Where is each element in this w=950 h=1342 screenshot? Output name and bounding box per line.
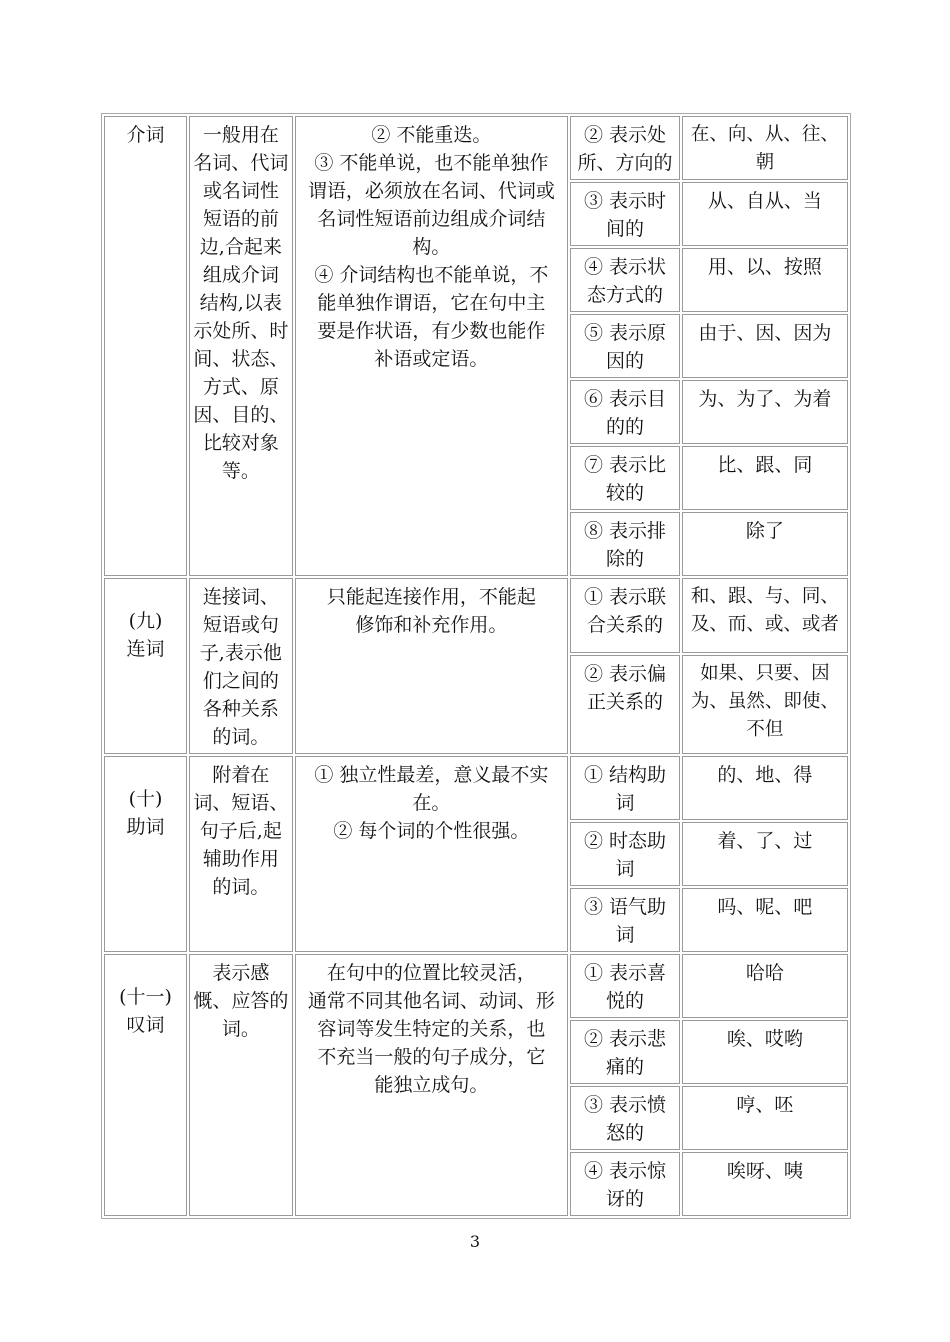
definition-line: 的词。 bbox=[212, 876, 270, 898]
page-number: 3 bbox=[469, 1232, 481, 1251]
feature-line: ③ 不能单说，也不能单独作 bbox=[314, 152, 549, 174]
examples-cell bbox=[682, 380, 848, 444]
examples-cell bbox=[682, 578, 848, 653]
subtype-label-line: 较的 bbox=[605, 482, 644, 504]
example-line: 比、跟、同 bbox=[717, 454, 813, 476]
definition-cell bbox=[189, 578, 292, 754]
word-class-name bbox=[104, 756, 187, 952]
subtype-label-line: ⑦ 表示比 bbox=[583, 454, 666, 476]
definition-line: 等。 bbox=[221, 460, 260, 482]
feature-line: ④ 介词结构也不能单说，不 bbox=[314, 264, 549, 286]
examples-cell bbox=[682, 512, 848, 576]
feature-line: 通常不同其他名词、动词、形 bbox=[307, 990, 555, 1012]
feature-line: 构。 bbox=[412, 236, 451, 258]
definition-line: 词。 bbox=[221, 1018, 260, 1040]
word-class-name-line: 助词 bbox=[126, 816, 165, 838]
subtype-label-cell bbox=[570, 182, 679, 246]
example-line: 哼、呸 bbox=[736, 1094, 794, 1116]
subtype-label-line: 词 bbox=[615, 924, 635, 946]
subtype-label-cell bbox=[570, 380, 679, 444]
example-line: 和、跟、与、同、 bbox=[690, 586, 839, 607]
subtype-label-line: 因的 bbox=[605, 350, 644, 372]
subtype-label-cell bbox=[570, 1152, 679, 1216]
subtype-label-line: 讶的 bbox=[605, 1188, 644, 1210]
definition-line: 或名词性 bbox=[202, 180, 279, 202]
subtype-label-line: 正关系的 bbox=[586, 690, 663, 713]
examples-cell bbox=[682, 446, 848, 510]
example-line: 唉呀、咦 bbox=[726, 1160, 803, 1182]
definition-line: 边,合起来 bbox=[199, 236, 282, 258]
subtype-label-line: 合关系的 bbox=[586, 614, 663, 636]
example-line: 为、虽然、即使、 bbox=[690, 690, 839, 712]
definition-line: 们之间的 bbox=[202, 670, 279, 692]
subtype-label-cell bbox=[570, 888, 679, 952]
word-class-name-line: (十一) bbox=[119, 986, 172, 1008]
subtype-label-cell bbox=[570, 446, 679, 510]
feature-line: ② 不能重迭。 bbox=[371, 124, 492, 146]
feature-line: 只能起连接作用，不能起 bbox=[326, 586, 536, 608]
definition-line: 间、状态、 bbox=[193, 348, 289, 370]
example-line: 及、而、或、或者 bbox=[690, 614, 839, 635]
subtype-label-cell bbox=[570, 512, 679, 576]
subtype-label-cell bbox=[570, 822, 679, 886]
feature-line: 不充当一般的句子成分，它 bbox=[317, 1046, 546, 1068]
example-line: 除了 bbox=[745, 520, 784, 542]
subtype-label-cell bbox=[570, 248, 679, 312]
subtype-label-line: 态方式的 bbox=[586, 284, 663, 306]
examples-cell bbox=[682, 314, 848, 378]
definition-line: 慨、应答的 bbox=[193, 990, 289, 1012]
definition-line: 组成介词 bbox=[202, 264, 279, 286]
definition-line: 名词、代词 bbox=[193, 152, 289, 174]
feature-line: 补语或定语。 bbox=[374, 348, 489, 370]
definition-line: 结构,以表 bbox=[199, 292, 282, 314]
feature-line: 在。 bbox=[412, 792, 451, 814]
subtype-label-line: ② 表示悲 bbox=[583, 1028, 666, 1050]
subtype-label-line: 的的 bbox=[605, 416, 644, 438]
definition-line: 句子后,起 bbox=[199, 820, 282, 842]
feature-line: 容词等发生特定的关系，也 bbox=[317, 1018, 546, 1040]
features-cell bbox=[295, 756, 569, 952]
example-line: 用、以、按照 bbox=[707, 256, 822, 278]
table-row bbox=[104, 756, 848, 820]
table-body bbox=[104, 116, 848, 1216]
features-cell bbox=[295, 578, 569, 754]
table-row bbox=[104, 578, 848, 653]
examples-cell bbox=[682, 655, 848, 754]
subtype-label-line: ③ 表示时 bbox=[583, 190, 666, 212]
subtype-label-line: ④ 表示惊 bbox=[583, 1160, 666, 1182]
examples-cell bbox=[682, 1020, 848, 1084]
subtype-label-line: 痛的 bbox=[605, 1056, 644, 1078]
word-class-name-line: (十) bbox=[128, 788, 163, 810]
subtype-label-line: 悦的 bbox=[605, 990, 644, 1012]
examples-cell bbox=[682, 1086, 848, 1150]
examples-cell bbox=[682, 116, 848, 180]
subtype-label-line: 词 bbox=[615, 792, 635, 814]
subtype-label-cell bbox=[570, 314, 679, 378]
feature-line: ① 独立性最差，意义最不实 bbox=[314, 764, 549, 786]
subtype-label-line: 除的 bbox=[605, 548, 644, 570]
definition-cell bbox=[189, 954, 292, 1216]
subtype-label-line: ② 表示处 bbox=[583, 124, 666, 146]
example-line: 着、了、过 bbox=[717, 830, 813, 852]
subtype-label-line: ① 结构助 bbox=[583, 764, 666, 786]
subtype-label-cell bbox=[570, 578, 679, 653]
definition-line: 示处所、时 bbox=[193, 320, 289, 342]
examples-cell bbox=[682, 1152, 848, 1216]
definition-cell bbox=[189, 756, 292, 952]
example-line: 在、向、从、往、朝 bbox=[690, 124, 839, 173]
word-class-name bbox=[104, 578, 187, 754]
word-class-name bbox=[104, 954, 187, 1216]
subtype-label-line: 怒的 bbox=[605, 1122, 644, 1144]
feature-line: 谓语，必须放在名词、代词或 bbox=[307, 180, 555, 202]
subtype-label-line: ① 表示喜 bbox=[583, 962, 666, 984]
feature-line: ② 每个词的个性很强。 bbox=[333, 820, 530, 842]
features-cell bbox=[295, 954, 569, 1216]
feature-line: 修饰和补充作用。 bbox=[355, 614, 508, 636]
definition-line: 短语的前 bbox=[202, 208, 279, 230]
definition-line: 各种关系 bbox=[202, 698, 279, 720]
word-class-name-line: 叹词 bbox=[126, 1014, 165, 1036]
example-line: 从、自从、当 bbox=[707, 190, 822, 212]
subtype-label-cell bbox=[570, 655, 679, 754]
feature-line: 在句中的位置比较灵活， bbox=[326, 962, 536, 984]
subtype-label-cell bbox=[570, 1020, 679, 1084]
subtype-label-line: ② 表示偏 bbox=[583, 662, 666, 685]
definition-line: 辅助作用 bbox=[202, 848, 279, 870]
part-of-speech-table bbox=[101, 113, 851, 1219]
examples-cell bbox=[682, 822, 848, 886]
example-line: 吗、呢、吧 bbox=[717, 896, 813, 918]
subtype-label-line: ② 时态助 bbox=[583, 830, 666, 852]
examples-cell bbox=[682, 888, 848, 952]
subtype-label-cell bbox=[570, 116, 679, 180]
definition-line: 词、短语、 bbox=[193, 792, 289, 814]
definition-line: 子,表示他 bbox=[199, 642, 282, 664]
example-line: 为、为了、为着 bbox=[698, 388, 832, 410]
example-line: 不但 bbox=[746, 718, 784, 740]
word-class-name bbox=[104, 116, 187, 576]
word-class-name-line: (九) bbox=[128, 610, 163, 632]
subtype-label-line: ⑧ 表示排 bbox=[583, 520, 666, 542]
examples-cell bbox=[682, 182, 848, 246]
word-class-name-line: 连词 bbox=[126, 638, 165, 660]
subtype-label-line: ⑥ 表示目 bbox=[583, 388, 666, 410]
subtype-label-line: ① 表示联 bbox=[583, 586, 666, 608]
word-class-name-line: 介词 bbox=[126, 124, 165, 146]
example-line: 如果、只要、因 bbox=[700, 662, 830, 684]
feature-line: 名词性短语前边组成介词结 bbox=[317, 208, 546, 230]
example-line: 唉、哎哟 bbox=[726, 1028, 803, 1050]
subtype-label-line: ③ 语气助 bbox=[583, 896, 666, 918]
example-line: 哈哈 bbox=[745, 962, 784, 984]
definition-cell bbox=[189, 116, 292, 576]
feature-line: 要是作状语，有少数也能作 bbox=[317, 320, 546, 342]
examples-cell bbox=[682, 756, 848, 820]
definition-line: 短语或句 bbox=[202, 614, 279, 636]
definition-line: 一般用在 bbox=[202, 124, 279, 146]
definition-line: 比较对象 bbox=[202, 432, 279, 454]
definition-line: 附着在 bbox=[212, 764, 270, 786]
definition-line: 表示感 bbox=[212, 962, 270, 984]
table-row bbox=[104, 954, 848, 1018]
subtype-label-line: 间的 bbox=[605, 218, 644, 240]
definition-line: 方式、原 bbox=[202, 376, 279, 398]
definition-line: 的词。 bbox=[212, 726, 270, 748]
example-line: 由于、因、因为 bbox=[698, 322, 832, 344]
feature-line: 能单独作谓语，它在句中主 bbox=[317, 292, 546, 314]
definition-line: 连接词、 bbox=[202, 586, 279, 608]
subtype-label-cell bbox=[570, 1086, 679, 1150]
table-row bbox=[104, 116, 848, 180]
subtype-label-cell bbox=[570, 756, 679, 820]
examples-cell bbox=[682, 954, 848, 1018]
subtype-label-line: ④ 表示状 bbox=[583, 256, 666, 278]
subtype-label-line: 词 bbox=[615, 858, 635, 880]
definition-line: 因、目的、 bbox=[193, 404, 289, 426]
examples-cell bbox=[682, 248, 848, 312]
subtype-label-cell bbox=[570, 954, 679, 1018]
subtype-label-line: ⑤ 表示原 bbox=[583, 322, 666, 344]
features-cell bbox=[295, 116, 569, 576]
example-line: 的、地、得 bbox=[717, 764, 813, 786]
subtype-label-line: ③ 表示愤 bbox=[583, 1094, 666, 1116]
feature-line: 能独立成句。 bbox=[374, 1074, 489, 1096]
subtype-label-line: 所、方向的 bbox=[577, 152, 673, 174]
